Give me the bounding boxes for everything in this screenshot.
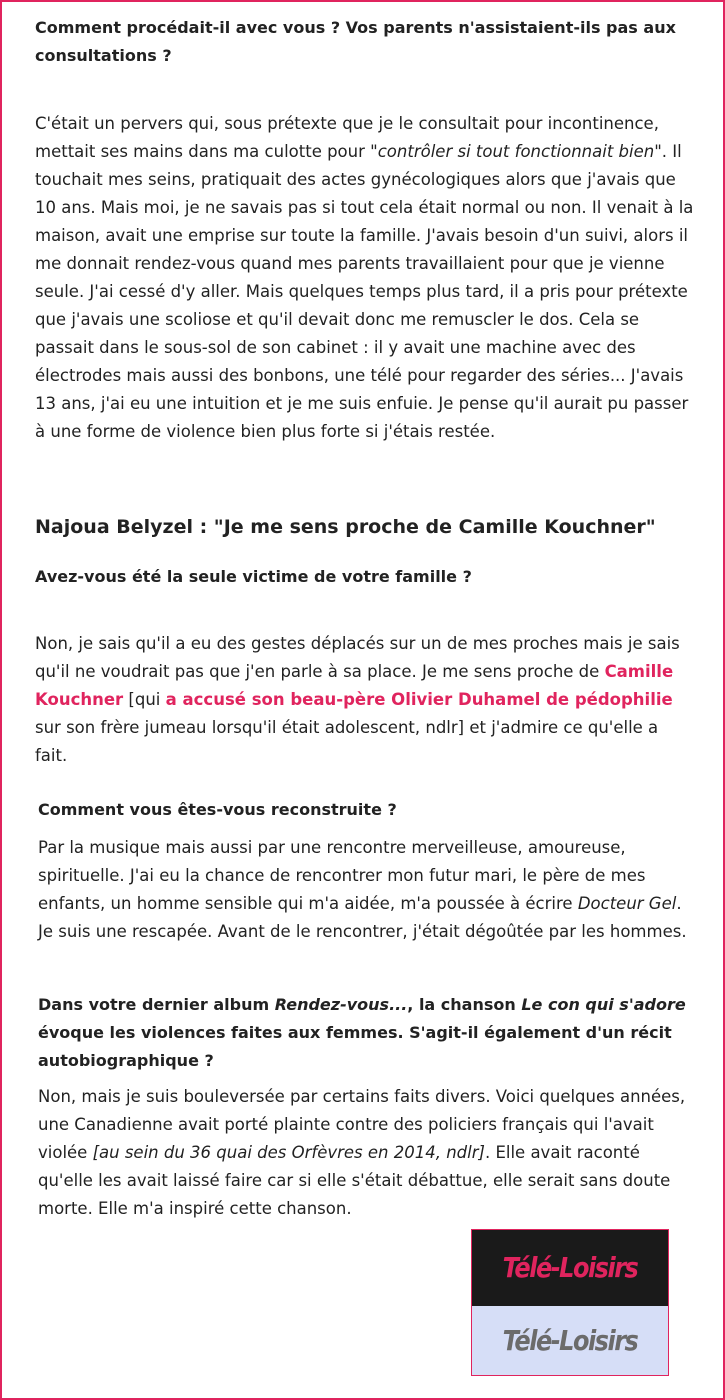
answer-reconstruction [38,834,688,946]
answer-victim [35,630,695,770]
answer-emphasis: contrôler si tout fonctionnait bien [377,142,655,161]
answer-procedure [35,110,695,446]
question-victim: Avez-vous été la seule victime de votre famille ? [35,567,472,586]
question-reconstruction: Comment vous êtes-vous reconstruite ? [38,800,397,819]
link-olivier-duhamel-accusation[interactable]: a accusé son beau-père Olivier Duhamel de pédophilie [165,690,673,709]
answer-text: Par la musique mais aussi par une rencontre merveilleuse, amoureuse, spirituelle. J'ai eu la chance de rencontrer mon futur mari, le père de mes enfants, un homme sensible qui m'a aidée, m'a poussée à écrire [38,838,646,913]
question-text: évoque les violences faites aux femmes. S'agit-il également d'un récit autobiographique ? [38,1023,672,1070]
question-text: , la chanson [407,995,522,1014]
answer-album [38,1083,688,1223]
logo-text-top: Télé-Loisirs [502,1251,638,1285]
answer-text: Non, mais je suis bouleversée par certains faits divers. Voici quelques années, une Canadienne avait porté plainte contre des policiers français qui l'avait violée [38,1087,686,1162]
answer-text: . Elle avait raconté qu'elle les avait laissé faire car si elle s'était débattue, elle serait sans doute morte. Elle m'a inspiré cette chanson. [38,1143,671,1218]
section-heading: Najoua Belyzel : "Je me sens proche de Camille Kouchner" [35,516,656,538]
answer-text: Non, je sais qu'il a eu des gestes déplacés sur un de mes proches mais je sais qu'il ne voudrait pas que j'en parle à sa place. Je me sens proche de [35,634,680,681]
answer-text: ". Il touchait mes seins, pratiquait des actes gynécologiques alors que j'avais que 10 ans. Mais moi, je ne savais pas si tout cela était normal ou non. Il venait à la maison, avait une emprise sur toute la famille. J'avais besoin d'un suivi, alors il me donnait rendez-vous quand mes parents travaillaient pour que je vienne seule. J'ai cessé d'y aller. Mais quelques temps plus tard, il a pris pour prétexte que j'avais une scoliose et qu'il devait donc me remuscler le dos. Cela se passait dans le sous-sol de son cabinet : il y avait une machine avec des électrodes mais aussi des bonbons, une télé pour regarder des séries... J'avais 13 ans, j'ai eu une intuition et je me suis enfuie. Je pense qu'il aurait pu passer à une forme de violence bien plus forte si j'étais restée. [35,142,694,441]
tele-loisirs-logo[interactable] [471,1229,669,1376]
question-emphasis: Le con qui s'adore [521,995,686,1014]
question-text: Dans votre dernier album [38,995,275,1014]
logo-bottom-panel [472,1306,668,1375]
question-emphasis: Rendez-vous... [274,995,408,1014]
answer-emphasis: [au sein du 36 quai des Orfèvres en 2014, ndlr] [92,1143,485,1162]
answer-emphasis: Docteur Gel [577,894,677,913]
question-album [38,991,688,1075]
logo-top-panel [472,1230,668,1306]
logo-text-bottom: Télé-Loisirs [502,1324,638,1357]
question-procedure: Comment procédait-il avec vous ? Vos parents n'assistaient-ils pas aux consultations ? [35,18,676,65]
answer-text: sur son frère jumeau lorsqu'il était adolescent, ndlr] et j'admire ce qu'elle a fait. [35,718,659,765]
answer-text: C'était un pervers qui, sous prétexte que je le consultait pour incontinence, mettait ses mains dans ma culotte pour " [35,114,659,161]
answer-text: [qui [123,690,166,709]
answer-text: . Je suis une rescapée. Avant de le rencontrer, j'était dégoûtée par les hommes. [38,894,687,941]
link-camille-kouchner[interactable]: Camille Kouchner [35,662,674,709]
